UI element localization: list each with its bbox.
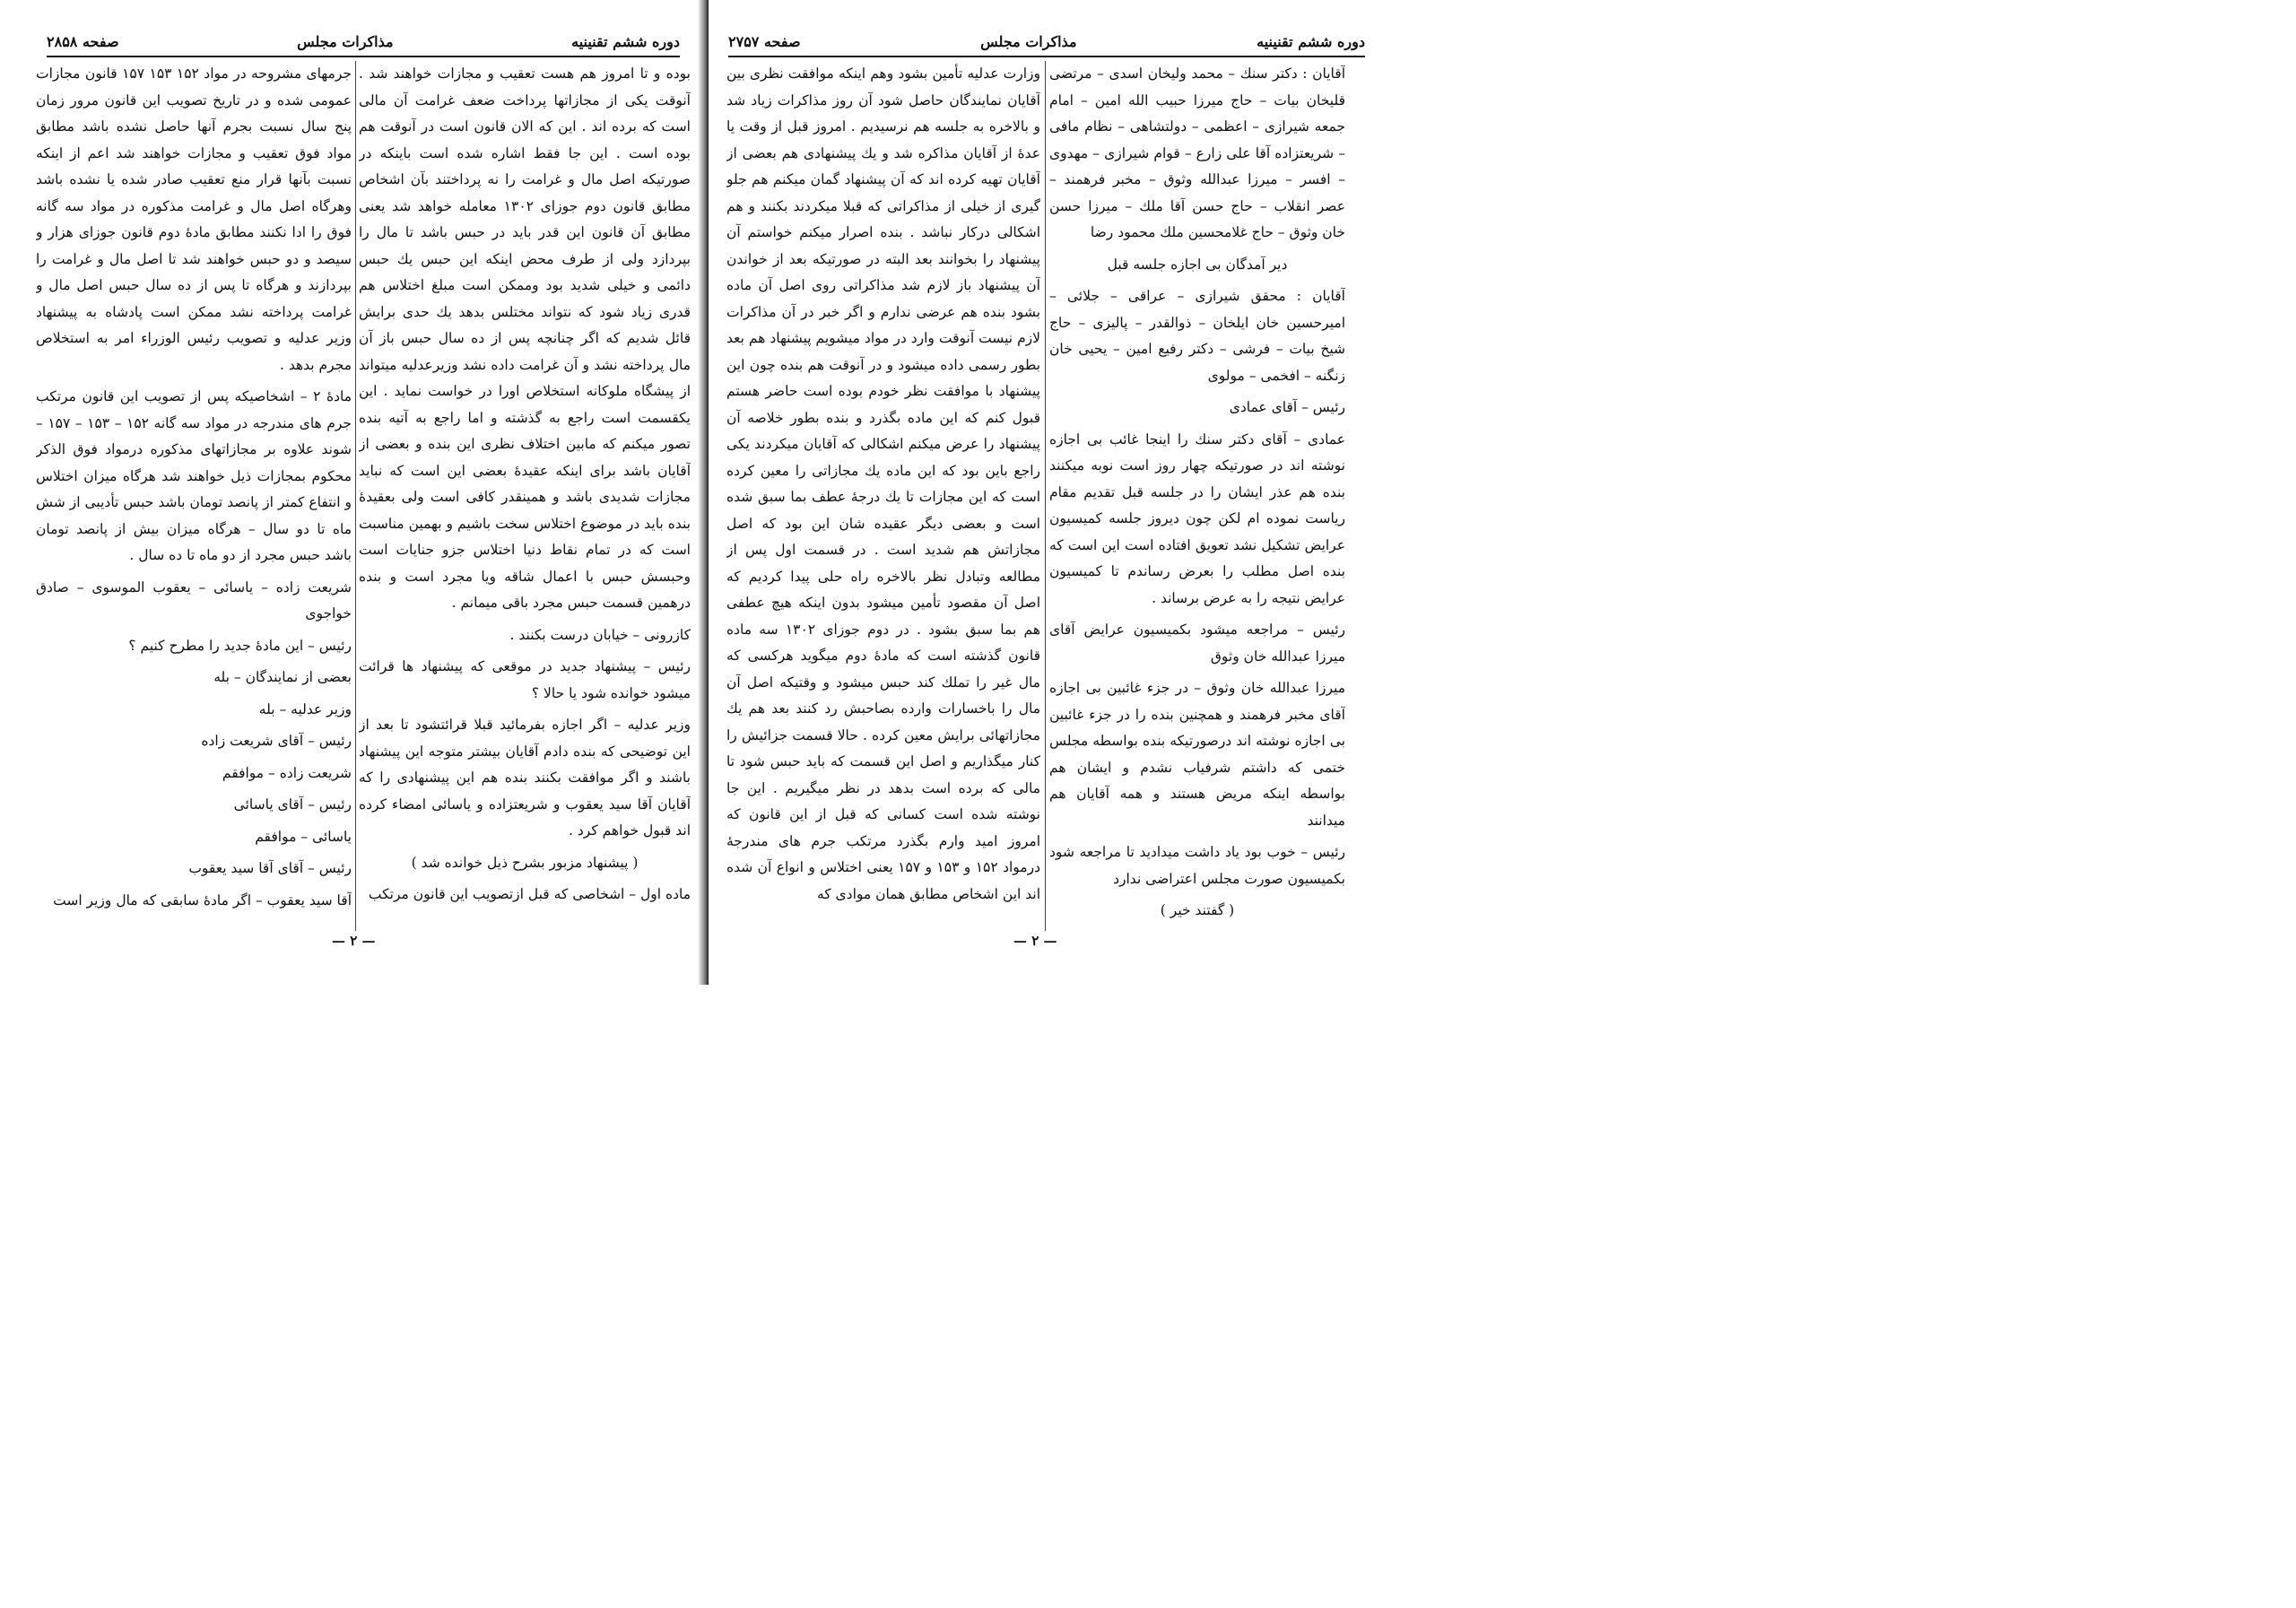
right-header-page-number: صفحه ۲۷۵۷ [728, 32, 801, 50]
section-heading: دیر آمدگان بی اجازه جلسه قبل [1107, 256, 1288, 273]
left-header-page-number: صفحه ۲۸۵۸ [47, 32, 119, 50]
paragraph: بعضی از نمایندگان – بله [213, 669, 352, 685]
paragraph [1049, 930, 1345, 932]
left-header-title: مذاکرات مجلس [297, 32, 394, 50]
right-page-footer: — ۲ — [1013, 933, 1057, 949]
left-page-column-left [36, 61, 352, 931]
paragraph: آقایان : محقق شیرازی – عراقی – جلائی – امیرحسین خان ایلخان – ذوالقدر – پالیزی – حاج شیخ بیات – فرشی – دکتر رفیع امین – یحیی خان زنگنه – افخمی – مولوی [1049, 288, 1345, 384]
right-page [709, 0, 1406, 985]
right-header-title: مذاکرات مجلس [980, 32, 1077, 50]
paragraph: ( گفتند خیر ) [1160, 902, 1235, 918]
right-page-column-right [1049, 61, 1345, 931]
paragraph: رئیس – آقای شریعت زاده [201, 733, 352, 749]
paragraph: جرمهای مشروحه در مواد ۱۵۲ ۱۵۳ ۱۵۷ قانون مجازات عمومی شده و در تاریخ تصویب این قانون مرور زمان پنج سال نسبت بجرم آنها حاصل نشده باشد مطابق مواد فوق تعقیب و مجازات خواهند شد اعم از اینکه نسبت بآنها قرار منع تعقیب صادر شده یا نشده باشد وهرگاه اصل مال و غرامت مذکوره در مواد سه گانه فوق را ادا نکنند مطابق مادهٔ دوم قانون جوزای هزار و سیصد و دو حبس خواهند شد تا اصل مال و غرامت را بپردازند و هرگاه تا پس از ده سال حبس اصل مال و غرامت پرداخته نشد ممکن است پادشاه به پیشنهاد وزیر عدلیه و تصویب رئیس الوزراء امر به استخلاص مجرم بدهد . [36, 65, 352, 373]
right-page-column-left [726, 61, 1040, 931]
book-spread [0, 0, 1406, 985]
paragraph: میرزا عبدالله خان وثوق – در جزء غائبین بی اجازه آقای مخبر فرهمند و همچنین بنده را در جزء غائبین بی اجازه نوشته اند درصورتیکه بنده بواسطه مجلس ختمی که داشتم شرفیاب نشدم و ایشان هم بواسطه اینکه مریض هستند و همه آقایان هم میدانند [1049, 680, 1345, 829]
paragraph: رئیس – پیشنهاد جدید در موقعی که پیشنهاد ها قرائت میشود خوانده شود یا حالا ؟ [359, 658, 691, 701]
paragraph: رئیس – آقای عمادی [1229, 399, 1345, 415]
paragraph: رئیس – این مادهٔ جدید را مطرح کنیم ؟ [128, 637, 352, 654]
left-page-column-right [359, 61, 691, 931]
column-divider [355, 61, 356, 931]
paragraph: وزارت عدلیه تأمین بشود وهم اینکه موافقت نظری بین آقایان نمایندگان حاصل شود آن روز مذاکرات زیاد شد و بالاخره به جلسه هم نرسیدیم . امروز قبل از وقت یا عدهٔ از آقایان مذاکره شد و یك پیشنهادی هم بعضی از آقایان تهیه کرده اند که آن پیشنهاد گمان میکنم هم جلو گیری از خیلی از مذاکراتی که قبلا میکردند بکنند و هم اشکالی درکار نباشد . بنده اصرار میکنم خواستم آن پیشنهاد را بخوانند بعد البته در صورتیکه بعد از خواندن آن پیشنهاد باز لازم شد مذاکراتی روی اصل آن ماده بشود بنده هم عرضی ندارم و اگر خبر در آن مذاکرات لازم نیست آنوقت وارد در مواد میشویم پیشنهاد هم بعد بطور رسمی داده میشود و در آنوقت هم بنده چون این پیشنهاد با موافقت نظر خودم بوده است حاضر هستم قبول کنم که این ماده بگذرد و بنده بطور خلاصه آن پیشنهاد را عرض میکنم اشکالی که آقایان میکردند یکی راجع باین بود که این ماده یك مجازاتی را معین کرده است که این مجازات تا یك درجهٔ عطف بما سبق شده است و بعضی دیگر عقیده شان این بود که اصل مجازاتش هم شدید است . در قسمت اول پس از مطالعه وتبادل نظر بالاخره راه حلی پیدا کردیم که اصل آن مقصود تأمین میشود بدون اینکه هیچ عطفی هم بما سبق بشود . در دوم جوزای ۱۳۰۲ سه ماده قانون گذشته است که مادهٔ دوم میگوید هرکسی که مال غیر را تملك کند حبس میشود و وقتیکه اصل آن مال را باخسارات وارده بصاحبش رد کنند بعد هم یك مجازاتهائی برایش معین کرده . حالا قسمت جزائیش را کنار میگذاریم و اصل این قسمت که باید حبس شود تا مالی که برده است بدهد در نظر میگیریم . این جا نوشته شده است کسانی که قبل از این قانون که امروز امید وارم بگذرد مرتکب جرم های مندرجهٔ درمواد ۱۵۲ و ۱۵۳ و ۱۵۷ یعنی اختلاس و انواع آن شده اند این اشخاص مطابق همان موادی که [726, 65, 1040, 902]
left-page-header [47, 30, 680, 57]
paragraph: وزیر عدلیه – بله [258, 700, 352, 717]
paragraph: شریعت زاده – موافقم [222, 764, 352, 781]
paragraph: رئیس – آقای آقا سید یعقوب [188, 860, 352, 876]
paragraph: ماده اول – اشخاصی که قبل ازتصویب این قانون مرتکب [368, 886, 691, 902]
right-header-session: دوره ششم تقنینیه [1257, 32, 1365, 50]
paragraph: آقایان : دکتر سنك – محمد ولیخان اسدی – مرتضی قلیخان بیات – حاج میرزا حبیب الله امین – امام جمعه شیرازی – اعظمی – دولتشاهی – نظام مافی – شریعتزاده آقا علی زارع – قوام شیرازی – مهدوی – افسر – میرزا عبدالله وثوق – مخبر فرهمند – عصر انقلاب – حاج حسن آقا ملك – میرزا حسن خان وثوق – حاج غلامحسین ملك محمود رضا [1049, 65, 1345, 240]
left-page-footer: — ۲ — [332, 933, 376, 949]
paragraph: کازرونی – خیابان درست بکنند . [509, 626, 691, 643]
paragraph: آقا سید یعقوب – اگر مادهٔ سابقی که مال وزیر است [53, 891, 352, 908]
paragraph: مادهٔ ۲ – اشخاصیکه پس از تصویب این قانون مرتکب جرم های مندرجه در مواد سه گانه ۱۵۲ – ۱۵۳ – ۱۵۷ – شوند علاوه بر مجازاتهای مذکوره درمواد فوق الذکر محکوم بمجازات ذیل خواهند شد هرگاه میزان اختلاس و انتفاع کمتر از پانصد تومان باشد حبس تأدیبی از شش ماه تا دو سال – هرگاه میزان بیش از پانصد تومان باشد حبس مجرد از دو ماه تا ده سال . [36, 388, 352, 563]
left-header-session: دوره ششم تقنینیه [571, 32, 680, 50]
paragraph: ( پیشنهاد مزبور بشرح ذیل خوانده شد ) [411, 854, 639, 871]
paragraph: وزیر عدلیه – اگر اجازه بفرمائید قبلا قرائتشود تا بعد از این توضیحی که بنده دادم آقایان بیشتر متوجه این پیشنهاد باشند و اگر موافقت بکنند بنده هم این پیشنهادی را که آقایان آقا سید یعقوب و شریعتزاده و یاسائی امضاء کرده اند قبول خواهم کرد . [359, 717, 691, 839]
paragraph: رئیس – آقای یاسائی [233, 796, 352, 813]
paragraph: رئیس – خوب بود یاد داشت میدادید تا مراجعه شود بکمیسیون صورت مجلس اعتراضی ندارد [1049, 844, 1345, 887]
paragraph: عمادی – آقای دکتر سنك را اینجا غائب بی اجازه نوشته اند در صورتیکه چهار روز است نوبه میکنند بنده هم عذر ایشان را در جلسه قبل تقدیم مقام ریاست نموده ام لکن چون دیروز جلسه کمیسیون عرایض تشکیل نشد تعویق افتاده است این است که بنده اصل مطلب را بعرض رساندم تا کمیسیون عرایض نتیجه را به عرض برساند . [1049, 430, 1345, 606]
left-page [0, 0, 709, 985]
paragraph: رئیس – مراجعه میشود بکمیسیون عرایض آقای میرزا عبدالله خان وثوق [1049, 621, 1345, 665]
paragraph: بوده و تا امروز هم هست تعقیب و مجازات خواهند شد . آنوقت یکی از مجازاتها پرداخت ضعف غرامت آن مالی است که برده اند . این که الان قانون است در آنوقت هم بوده است . این جا فقط اشاره شده است باینکه در صورتیکه اصل مال و غرامت را نه پرداختند بآن اشخاص مطابق قانون دوم جوزای ۱۳۰۲ معامله خواهد شد یعنی مطابق آن قانون این قدر باید در حبس باشد تا مال را بپردازد ولی از طرف محض اینکه این حبس یك حبس دائمی و خیلی شدید بود وممکن است مبلغ اختلاس هم قدری زیاد شود که نتواند مختلس بدهد یك حدی برایش قائل شدیم که اگر چنانچه پس از ده سال حبس باز آن مال پرداخته نشد و آن غرامت داده نشد وزیرعدلیه میتواند از پیشگاه ملوکانه استخلاص اورا در خواست نماید . این یکقسمت است راجع به گذشته و اما راجع به آتیه بنده تصور میکنم که مابین اختلاف نظری این بنده و بعضی از آقایان باشد برای اینکه عقیدهٔ بعضی این است که نباید مجازات شدیدی باشد و همینقدر کافی است ولی بعقیدهٔ بنده باید در موضوع اختلاس سخت باشیم و بهمین مناسبت است که در تمام نقاط دنیا اختلاس جزو جنایات است وحبسش حبس با اعمال شاقه ویا مجرد است و بنده درهمین قسمت حبس مجرد باقی میمانم . [359, 65, 691, 611]
paragraph: یاسائی – موافقم [255, 828, 352, 845]
column-divider [1045, 61, 1046, 931]
right-page-header [728, 30, 1365, 57]
paragraph: شریعت زاده – یاسائی – یعقوب الموسوی – صادق خواجوی [36, 578, 352, 621]
